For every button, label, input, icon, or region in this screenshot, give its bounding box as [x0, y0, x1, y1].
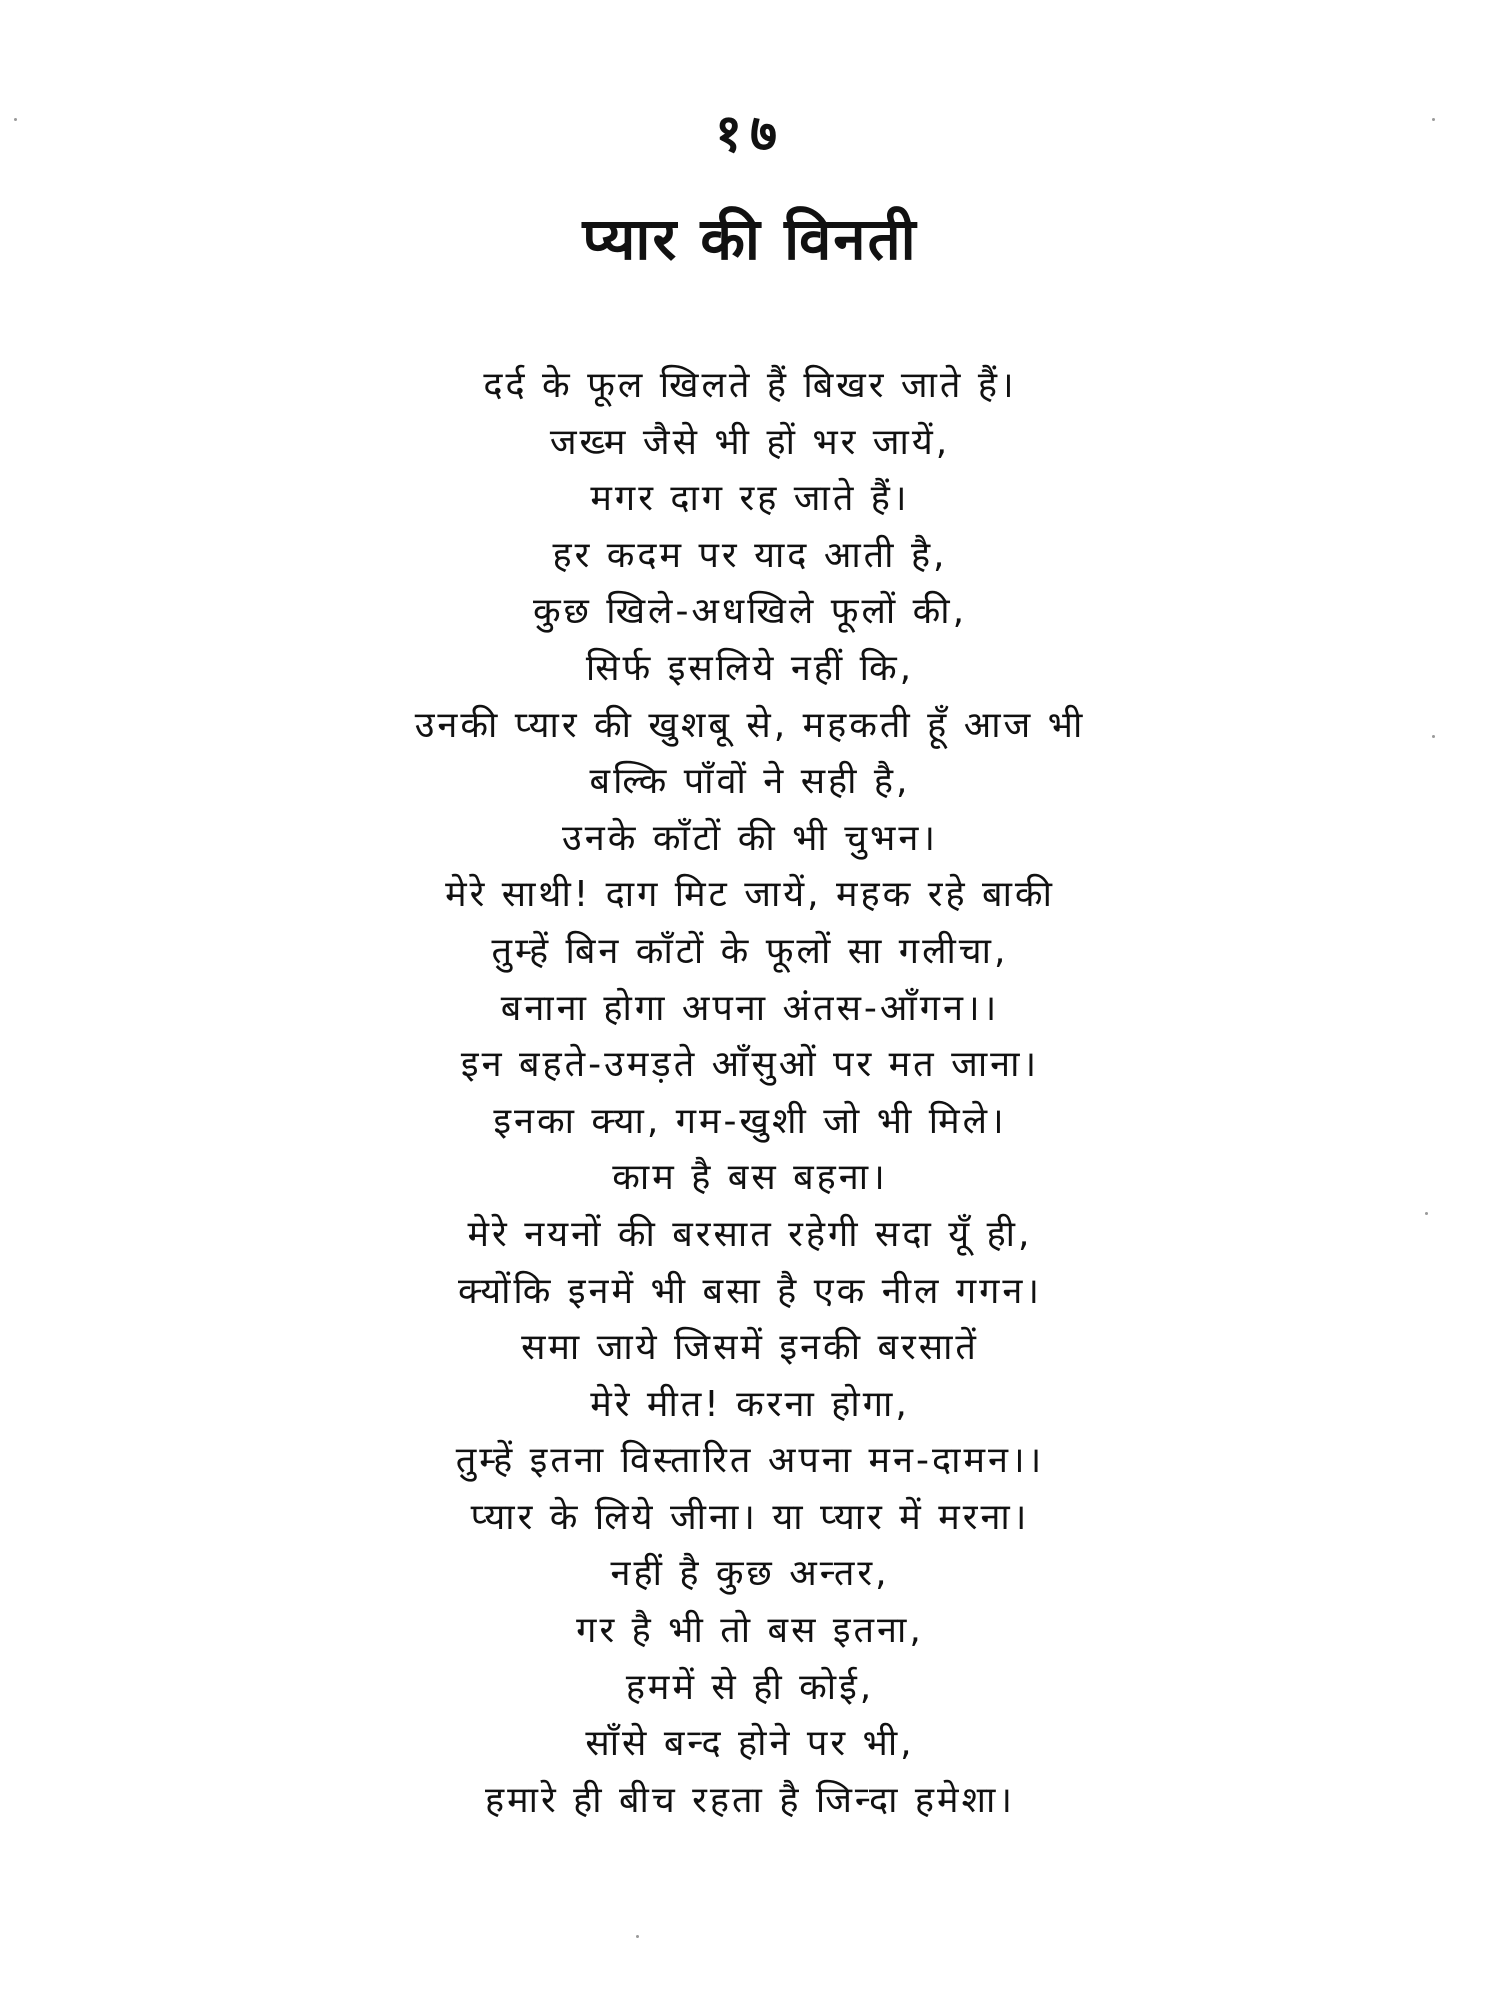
poem-line: हममें से ही कोई, — [625, 1666, 875, 1708]
poem-line: बनाना होगा अपना अंतस-आँगन।। — [500, 987, 1000, 1029]
poem-line: नहीं है कुछ अन्तर, — [610, 1553, 890, 1595]
poem-line: हमारे ही बीच रहता है जिन्दा हमेशा। — [484, 1779, 1016, 1821]
poem-line: प्यार के लिये जीना। या प्यार में मरना। — [470, 1496, 1030, 1538]
poem-line: मगर दाग रह जाते हैं। — [590, 478, 910, 520]
scan-speck — [1425, 1212, 1428, 1215]
poem-line: कुछ खिले-अधखिले फूलों की, — [532, 591, 968, 633]
poem-line: समा जाये जिसमें इनकी बरसातें — [521, 1327, 979, 1369]
poem-line: उनके काँटों की भी चुभन। — [562, 817, 938, 859]
poem-line: बल्कि पाँवों ने सही है, — [589, 761, 911, 803]
poem-line: जख्म जैसे भी हों भर जायें, — [549, 421, 951, 463]
poem-line: सिर्फ इसलिये नहीं कि, — [585, 647, 915, 689]
scan-speck — [14, 118, 17, 121]
poem-line: तुम्हें इतना विस्तारित अपना मन-दामन।। — [455, 1440, 1045, 1482]
poem-line: क्योंकि इनमें भी बसा है एक नील गगन। — [457, 1270, 1043, 1312]
scan-speck — [636, 1935, 639, 1938]
poem-line: हर कदम पर याद आती है, — [552, 534, 948, 576]
poem-title: प्यार की विनती — [582, 205, 918, 273]
poem-line: मेरे मीत! करना होगा, — [590, 1383, 910, 1425]
poem-body — [0, 358, 1500, 1829]
chapter-number: १७ — [714, 104, 786, 164]
poem-line: इनका क्या, गम-खुशी जो भी मिले। — [493, 1100, 1007, 1142]
scan-speck — [1432, 118, 1435, 121]
poem-line: दर्द के फूल खिलते हैं बिखर जाते हैं। — [483, 365, 1017, 406]
poem-line: गर है भी तो बस इतना, — [576, 1610, 924, 1652]
scan-speck — [1432, 735, 1435, 738]
poem-line: तुम्हें बिन काँटों के फूलों सा गलीचा, — [491, 930, 1009, 972]
poem-line: काम है बस बहना। — [612, 1157, 888, 1199]
poem-line: इन बहते-उमड़ते आँसुओं पर मत जाना। — [460, 1044, 1040, 1086]
poem-line: मेरे साथी! दाग मिट जायें, महक रहे बाकी — [445, 874, 1055, 916]
poem-line: उनकी प्यार की खुशबू से, महकती हूँ आज भी — [414, 704, 1086, 746]
poem-line: मेरे नयनों की बरसात रहेगी सदा यूँ ही, — [467, 1213, 1033, 1255]
poem-line: साँसे बन्द होने पर भी, — [585, 1723, 915, 1765]
